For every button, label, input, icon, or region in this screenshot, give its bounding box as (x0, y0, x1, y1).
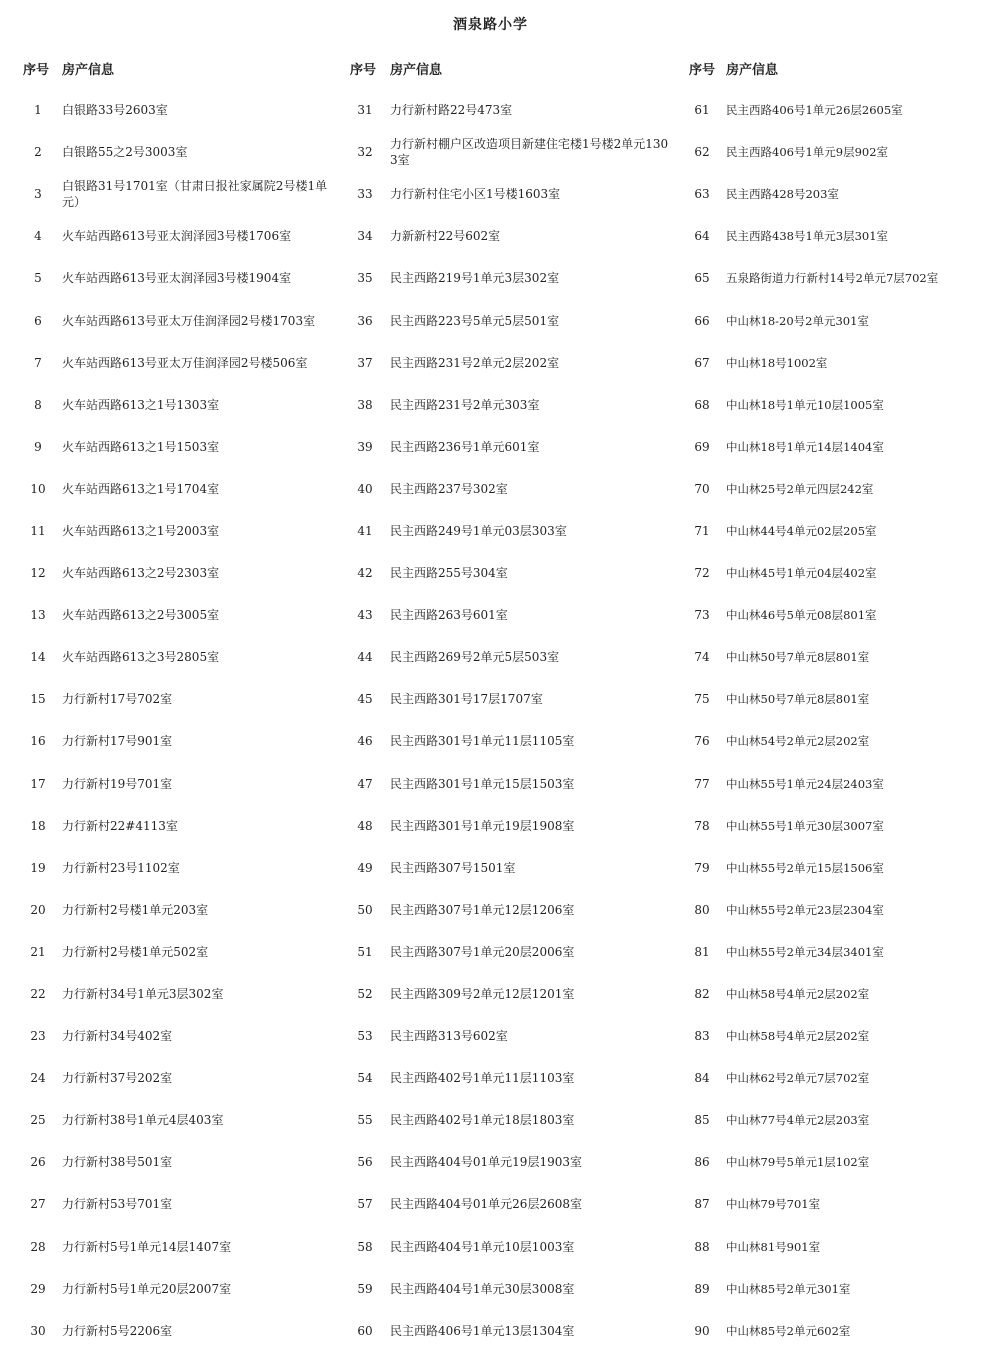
row-index: 66 (694, 313, 710, 328)
row-index: 54 (357, 1071, 373, 1086)
row-index: 31 (357, 103, 373, 118)
table-row (0, 1141, 340, 1183)
row-index: 24 (30, 1071, 46, 1086)
table-row (0, 299, 340, 341)
row-property-info: 力行新村5号1单元14层1407室 (62, 1239, 232, 1254)
table-row (340, 1183, 680, 1225)
table-row (680, 1099, 981, 1141)
table-row (0, 847, 340, 889)
row-index: 77 (694, 776, 710, 791)
row-property-info: 力新新村22号602室 (390, 229, 501, 244)
row-property-info: 民主西路223号5单元5层501室 (390, 313, 560, 328)
row-property-info: 中山林55号1单元30层3007室 (726, 818, 884, 833)
row-index: 4 (34, 229, 42, 244)
row-property-info: 民主西路301号1单元15层1503室 (390, 776, 575, 791)
row-property-info: 民主西路231号2单元2层202室 (390, 355, 560, 370)
row-index: 74 (694, 650, 710, 665)
table-row (680, 1183, 981, 1225)
row-index: 56 (357, 1155, 373, 1170)
row-index: 78 (694, 818, 710, 833)
row-index: 36 (357, 313, 373, 328)
row-index: 53 (357, 1029, 373, 1044)
table-row (680, 1015, 981, 1057)
row-index: 52 (357, 987, 373, 1002)
row-property-info: 力行新村23号1102室 (62, 860, 180, 875)
row-property-info: 力行新村5号2206室 (62, 1323, 173, 1338)
row-property-info: 中山林44号4单元02层205室 (726, 523, 877, 538)
row-property-info: 民主西路404号1单元10层1003室 (390, 1239, 575, 1254)
row-index: 59 (357, 1281, 373, 1296)
row-index: 79 (694, 860, 710, 875)
row-property-info: 力行新村17号901室 (62, 734, 173, 749)
row-property-info: 中山林18号1单元14层1404室 (726, 439, 884, 454)
header-index: 序号 (350, 63, 377, 78)
row-index: 37 (357, 355, 373, 370)
row-property-info: 民主西路237号302室 (390, 481, 508, 496)
row-property-info: 火车站西路613号亚太润泽园3号楼1904室 (62, 271, 292, 286)
row-property-info: 中山林55号2单元34层3401室 (726, 944, 884, 959)
table-row (680, 299, 981, 341)
row-property-info: 中山林54号2单元2层202室 (726, 734, 870, 749)
table-row (0, 426, 340, 468)
row-index: 69 (694, 439, 710, 454)
table-row (680, 847, 981, 889)
row-index: 82 (694, 987, 710, 1002)
table-row (680, 384, 981, 426)
row-property-info: 中山林18号1单元10层1005室 (726, 397, 884, 412)
table-column-3 (680, 56, 981, 1338)
row-index: 80 (694, 902, 710, 917)
row-index: 47 (357, 776, 373, 791)
row-property-info: 民主西路404号01单元19层1903室 (390, 1155, 582, 1170)
row-index: 12 (30, 566, 46, 581)
row-index: 25 (30, 1113, 46, 1128)
row-property-info: 力行新村2号楼1单元203室 (62, 902, 209, 917)
header-index: 序号 (689, 63, 716, 78)
row-property-info: 中山林45号1单元04层402室 (726, 566, 877, 581)
row-index: 20 (30, 902, 46, 917)
row-index: 86 (694, 1155, 710, 1170)
row-property-info: 民主西路404号1单元30层3008室 (390, 1281, 575, 1296)
row-index: 35 (357, 271, 373, 286)
row-property-info: 民主西路406号1单元9层902室 (726, 145, 889, 160)
row-property-info: 民主西路428号203室 (726, 187, 839, 202)
table-row (0, 636, 340, 678)
row-index: 60 (357, 1323, 373, 1338)
row-index: 73 (694, 608, 710, 623)
row-property-info: 民主西路406号1单元26层2605室 (726, 103, 903, 118)
row-index: 11 (30, 523, 46, 538)
row-index: 5 (34, 271, 42, 286)
table-body (680, 89, 981, 1352)
row-property-info: 民主西路236号1单元601室 (390, 439, 540, 454)
row-index: 21 (30, 944, 46, 959)
row-index: 43 (357, 608, 373, 623)
row-index: 39 (357, 439, 373, 454)
row-index: 58 (357, 1239, 373, 1254)
table-row (0, 510, 340, 552)
row-property-info: 民主西路404号01单元26层2608室 (390, 1197, 582, 1212)
row-index: 51 (357, 944, 373, 959)
table-row (340, 973, 680, 1015)
row-index: 33 (357, 187, 373, 202)
header-info: 房产信息 (726, 63, 779, 78)
row-property-info: 火车站西路613号亚太万佳润泽园2号楼1703室 (62, 313, 316, 328)
row-index: 22 (30, 987, 46, 1002)
row-index: 81 (694, 944, 710, 959)
row-index: 48 (357, 818, 373, 833)
row-property-info: 中山林79号5单元1层102室 (726, 1155, 870, 1170)
row-property-info: 民主西路438号1单元3层301室 (726, 229, 889, 244)
row-index: 18 (30, 818, 46, 833)
table-row (340, 1099, 680, 1141)
row-property-info: 火车站西路613之3号2805室 (62, 650, 220, 665)
row-property-info: 力行新村17号702室 (62, 692, 173, 707)
table-row (340, 763, 680, 805)
row-index: 34 (357, 229, 373, 244)
row-property-info: 民主西路301号1单元11层1105室 (390, 734, 575, 749)
table-row (680, 342, 981, 384)
row-property-info: 火车站西路613号亚太万佳润泽园2号楼506室 (62, 355, 308, 370)
row-property-info: 火车站西路613之2号3005室 (62, 608, 220, 623)
table-body (340, 89, 680, 1352)
row-index: 50 (357, 902, 373, 917)
table-row (0, 384, 340, 426)
table-row (0, 931, 340, 973)
table-row (680, 678, 981, 720)
table-row (0, 1310, 340, 1352)
table-row (0, 1226, 340, 1268)
table-row (0, 1057, 340, 1099)
row-property-info: 中山林79号701室 (726, 1197, 821, 1212)
row-index: 9 (34, 439, 42, 454)
row-property-info: 中山林85号2单元602室 (726, 1323, 851, 1338)
table-row (340, 1057, 680, 1099)
row-property-info: 民主西路255号304室 (390, 566, 508, 581)
table-row (340, 468, 680, 510)
row-property-info: 火车站西路613之2号2303室 (62, 566, 220, 581)
row-property-info: 民主西路402号1单元18层1803室 (390, 1113, 575, 1128)
row-index: 83 (694, 1029, 710, 1044)
row-index: 71 (694, 523, 710, 538)
page-title: 酒泉路小学 (453, 17, 528, 33)
row-index: 8 (34, 397, 42, 412)
row-index: 1 (34, 103, 42, 118)
row-property-info: 力行新村34号1单元3层302室 (62, 987, 224, 1002)
row-index: 87 (694, 1197, 710, 1212)
row-index: 19 (30, 860, 46, 875)
row-index: 13 (30, 608, 46, 623)
table-row (340, 720, 680, 762)
row-index: 16 (30, 734, 46, 749)
table-row (680, 1226, 981, 1268)
row-property-info: 中山林55号2单元23层2304室 (726, 902, 884, 917)
row-property-info: 白银路31号1701室（甘肃日报社家属院2号楼1单元） (62, 179, 328, 210)
table-row (0, 1268, 340, 1310)
row-property-info: 白银路55之2号3003室 (62, 145, 188, 160)
table-column-1 (0, 56, 340, 1338)
table-row (340, 805, 680, 847)
row-property-info: 中山林58号4单元2层202室 (726, 987, 870, 1002)
row-index: 65 (694, 271, 710, 286)
row-index: 62 (694, 145, 710, 160)
row-property-info: 白银路33号2603室 (62, 103, 168, 118)
table-row (0, 1183, 340, 1225)
row-index: 30 (30, 1323, 46, 1338)
table-row (0, 678, 340, 720)
table-row (0, 131, 340, 173)
table-row (680, 426, 981, 468)
row-index: 85 (694, 1113, 710, 1128)
row-index: 15 (30, 692, 46, 707)
row-property-info: 民主西路269号2单元5层503室 (390, 650, 560, 665)
table-row (680, 636, 981, 678)
table-row (340, 636, 680, 678)
row-property-info: 民主西路249号1单元03层303室 (390, 523, 567, 538)
row-property-info: 中山林50号7单元8层801室 (726, 692, 870, 707)
row-property-info: 中山林77号4单元2层203室 (726, 1113, 870, 1128)
row-property-info: 中山林55号2单元15层1506室 (726, 860, 884, 875)
row-property-info: 民主西路219号1单元3层302室 (390, 271, 560, 286)
table-row (340, 299, 680, 341)
row-index: 28 (30, 1239, 46, 1254)
table-row (0, 720, 340, 762)
row-index: 67 (694, 355, 710, 370)
row-index: 90 (694, 1323, 710, 1338)
row-index: 44 (357, 650, 373, 665)
row-index: 17 (30, 776, 46, 791)
table-row (0, 215, 340, 257)
row-index: 72 (694, 566, 710, 581)
table-row (340, 173, 680, 215)
row-property-info: 力行新村34号402室 (62, 1029, 173, 1044)
table-row (680, 1310, 981, 1352)
table-row (0, 763, 340, 805)
row-property-info: 五泉路街道力行新村14号2单元7层702室 (726, 271, 939, 286)
header-info: 房产信息 (390, 63, 443, 78)
row-index: 88 (694, 1239, 710, 1254)
row-index: 64 (694, 229, 710, 244)
table-row (340, 1141, 680, 1183)
header-index: 序号 (23, 63, 50, 78)
row-property-info: 中山林50号7单元8层801室 (726, 650, 870, 665)
row-property-info: 民主西路301号17层1707室 (390, 692, 543, 707)
row-property-info: 中山林58号4单元2层202室 (726, 1029, 870, 1044)
row-index: 10 (30, 481, 46, 496)
table-body (0, 89, 340, 1352)
row-property-info: 中山林55号1单元24层2403室 (726, 776, 884, 791)
row-property-info: 民主西路307号1单元12层1206室 (390, 902, 575, 917)
row-property-info: 力行新村棚户区改造项目新建住宅楼1号楼2单元1303室 (390, 137, 669, 168)
table-row (340, 552, 680, 594)
table-row (340, 594, 680, 636)
row-index: 32 (357, 145, 373, 160)
table-row (680, 763, 981, 805)
table-row (680, 1057, 981, 1099)
table-row (680, 173, 981, 215)
row-index: 49 (357, 860, 373, 875)
row-index: 42 (357, 566, 373, 581)
row-index: 23 (30, 1029, 46, 1044)
row-property-info: 火车站西路613之1号1503室 (62, 439, 220, 454)
table-column-2 (340, 56, 680, 1338)
row-property-info: 力行新村38号501室 (62, 1155, 173, 1170)
row-property-info: 民主西路307号1单元20层2006室 (390, 944, 575, 959)
row-property-info: 火车站西路613之1号1704室 (62, 481, 220, 496)
table-row (340, 847, 680, 889)
table-row (340, 931, 680, 973)
row-property-info: 民主西路231号2单元303室 (390, 397, 540, 412)
table-row (340, 1226, 680, 1268)
column-header (0, 56, 340, 80)
row-property-info: 民主西路406号1单元13层1304室 (390, 1323, 575, 1338)
row-property-info: 中山林62号2单元7层702室 (726, 1071, 870, 1086)
row-property-info: 中山林46号5单元08层801室 (726, 608, 877, 623)
table-row (680, 89, 981, 131)
row-index: 27 (30, 1197, 46, 1212)
row-index: 76 (694, 734, 710, 749)
row-index: 46 (357, 734, 373, 749)
row-property-info: 中山林85号2单元301室 (726, 1281, 851, 1296)
row-property-info: 力行新村路22号473室 (390, 103, 513, 118)
row-index: 75 (694, 692, 710, 707)
row-property-info: 力行新村38号1单元4层403室 (62, 1113, 224, 1128)
table-row (340, 257, 680, 299)
table-row (680, 973, 981, 1015)
row-property-info: 民主西路263号601室 (390, 608, 508, 623)
table-row (0, 594, 340, 636)
row-property-info: 火车站西路613号亚太润泽园3号楼1706室 (62, 229, 292, 244)
table-row (0, 89, 340, 131)
table-row (340, 1015, 680, 1057)
row-index: 2 (34, 145, 42, 160)
table-row (680, 552, 981, 594)
table-row (680, 131, 981, 173)
table-row (0, 257, 340, 299)
table-row (680, 889, 981, 931)
table-row (340, 89, 680, 131)
table-row (680, 257, 981, 299)
row-index: 63 (694, 187, 710, 202)
table-row (0, 173, 340, 215)
row-property-info: 力行新村22#4113室 (62, 818, 178, 833)
row-index: 70 (694, 481, 710, 496)
row-index: 57 (357, 1197, 373, 1212)
row-index: 29 (30, 1281, 46, 1296)
row-property-info: 力行新村53号701室 (62, 1197, 173, 1212)
row-index: 45 (357, 692, 373, 707)
table-row (340, 342, 680, 384)
header-info: 房产信息 (62, 63, 115, 78)
row-index: 68 (694, 397, 710, 412)
table-row (680, 931, 981, 973)
table-row (680, 1141, 981, 1183)
row-property-info: 民主西路313号602室 (390, 1029, 508, 1044)
table-row (0, 468, 340, 510)
table-row (340, 215, 680, 257)
table-row (0, 889, 340, 931)
row-property-info: 民主西路307号1501室 (390, 860, 516, 875)
row-index: 89 (694, 1281, 710, 1296)
row-property-info: 民主西路301号1单元19层1908室 (390, 818, 575, 833)
row-index: 38 (357, 397, 373, 412)
row-property-info: 中山林18-20号2单元301室 (726, 313, 869, 328)
row-property-info: 民主西路402号1单元11层1103室 (390, 1071, 575, 1086)
table-row (340, 678, 680, 720)
table-row (680, 215, 981, 257)
table-row (680, 805, 981, 847)
table-row (0, 342, 340, 384)
row-property-info: 力行新村住宅小区1号楼1603室 (390, 187, 561, 202)
table-row (0, 973, 340, 1015)
row-index: 40 (357, 481, 373, 496)
row-property-info: 中山林18号1002室 (726, 355, 828, 370)
row-index: 41 (357, 523, 373, 538)
row-index: 14 (30, 650, 46, 665)
column-header (340, 56, 680, 80)
row-property-info: 民主西路309号2单元12层1201室 (390, 987, 575, 1002)
row-index: 61 (694, 103, 710, 118)
table-row (340, 889, 680, 931)
table-row (680, 1268, 981, 1310)
row-property-info: 力行新村19号701室 (62, 776, 173, 791)
table-row (340, 426, 680, 468)
row-index: 26 (30, 1155, 46, 1170)
row-index: 6 (34, 313, 42, 328)
row-index: 55 (357, 1113, 373, 1128)
row-index: 7 (34, 355, 42, 370)
table-row (0, 1099, 340, 1141)
table-row (680, 720, 981, 762)
row-property-info: 中山林25号2单元四层242室 (726, 481, 874, 496)
table-row (0, 805, 340, 847)
table-row (340, 131, 680, 173)
table-row (680, 468, 981, 510)
row-index: 84 (694, 1071, 710, 1086)
table-row (340, 510, 680, 552)
row-property-info: 火车站西路613之1号1303室 (62, 397, 220, 412)
row-property-info: 力行新村5号1单元20层2007室 (62, 1281, 232, 1296)
row-property-info: 力行新村37号202室 (62, 1071, 173, 1086)
table-row (0, 1015, 340, 1057)
row-property-info: 中山林81号901室 (726, 1239, 821, 1254)
table-row (680, 594, 981, 636)
table-row (0, 552, 340, 594)
table-row (340, 384, 680, 426)
row-property-info: 火车站西路613之1号2003室 (62, 523, 220, 538)
table-row (340, 1310, 680, 1352)
table-row (680, 510, 981, 552)
row-property-info: 力行新村2号楼1单元502室 (62, 944, 209, 959)
row-index: 3 (34, 187, 42, 202)
table-row (340, 1268, 680, 1310)
column-header (680, 56, 981, 80)
